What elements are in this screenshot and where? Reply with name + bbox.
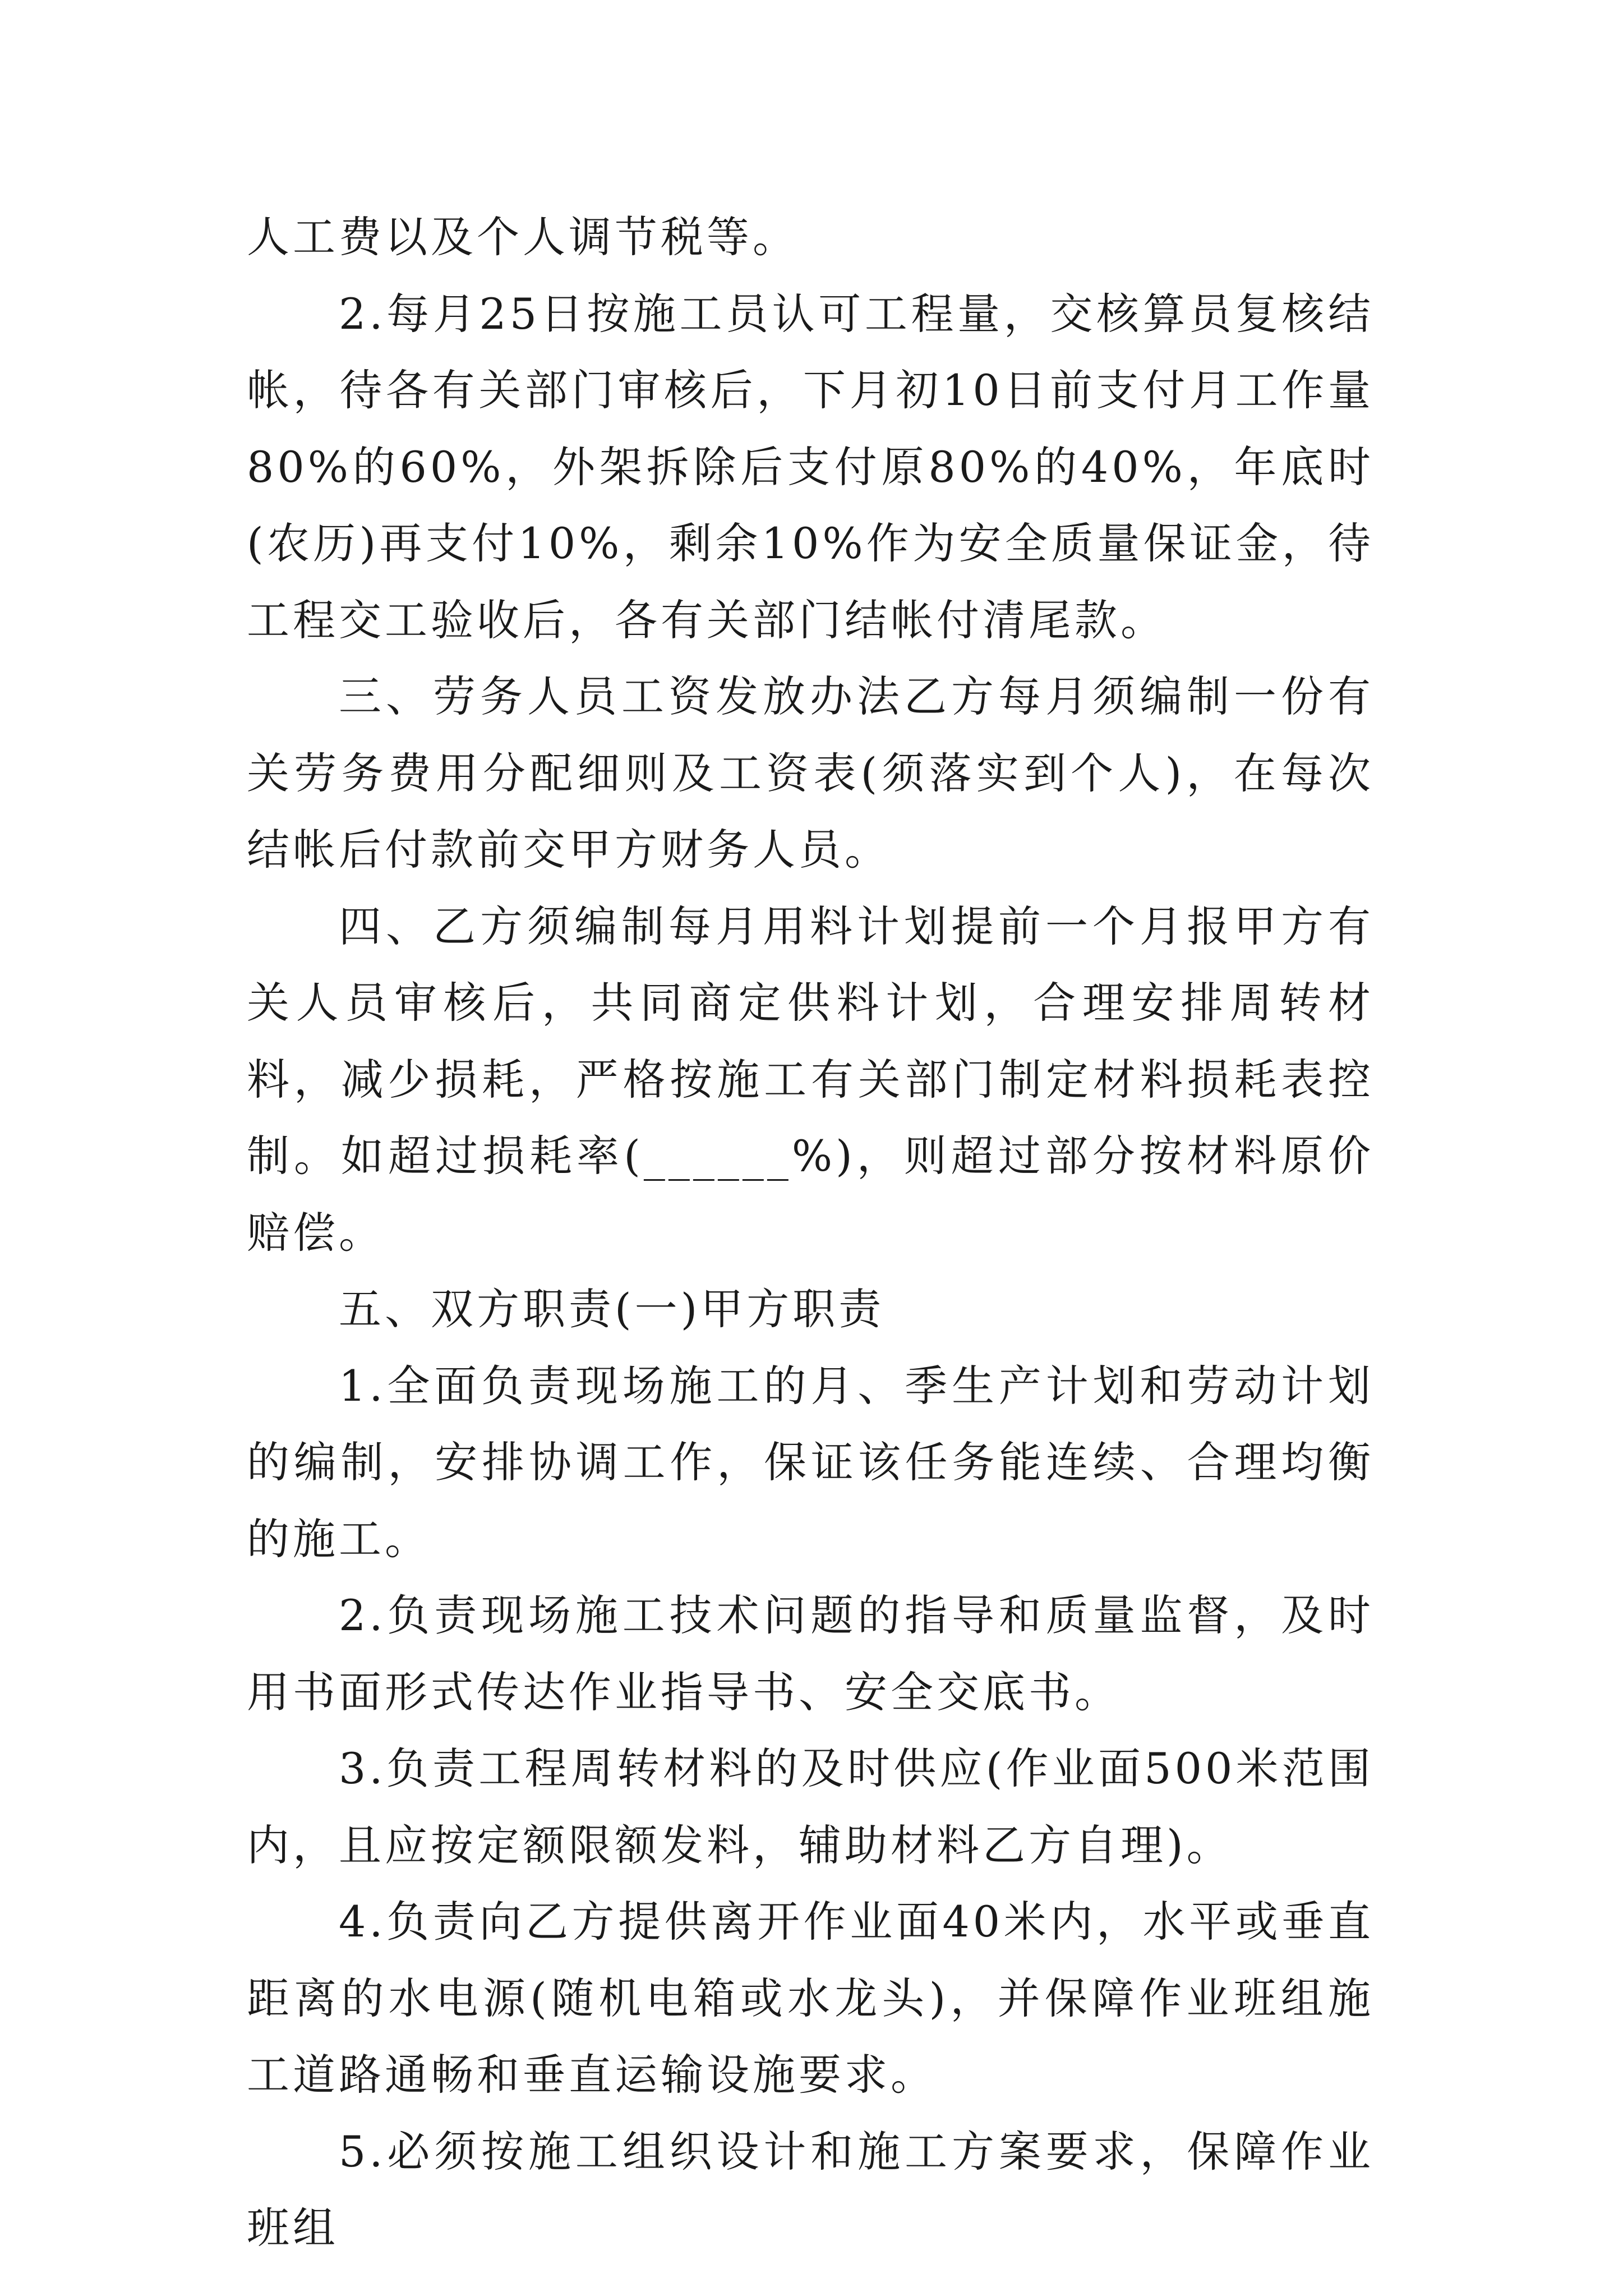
- paragraph-wage-payment: 三、劳务人员工资发放办法乙方每月须编制一份有关劳务费用分配细则及工资表(须落实到个人)，在每次结帐后付款前交甲方财务人员。: [247, 671, 1374, 875]
- paragraph-duty-1: 1.全面负责现场施工的月、季生产计划和劳动计划的编制，安排协调工作，保证该任务能连续、合理均衡的施工。: [247, 1360, 1374, 1564]
- paragraph-material-plan: 四、乙方须编制每月用料计划提前一个月报甲方有关人员审核后，共同商定供料计划，合理安排周转材料，减少损耗，严格按施工有关部门制定材料损耗表控制。如超过损耗率(______%)，则超过部分按材料原价赔偿。: [247, 901, 1374, 1258]
- paragraph-duty-5: 5.必须按施工组织设计和施工方案要求，保障作业班组: [247, 2126, 1374, 2253]
- paragraph-duty-4: 4.负责向乙方提供离开作业面40米内，水平或垂直距离的水电源(随机电箱或水龙头)，并保障作业班组施工道路通畅和垂直运输设施要求。: [247, 1897, 1374, 2100]
- paragraph-payment-schedule: 2.每月25日按施工员认可工程量，交核算员复核结帐，待各有关部门审核后，下月初10日前支付月工作量80%的60%，外架拆除后支付原80%的40%，年底时(农历)再支付10%，剩余10%作为安全质量保证金，待工程交工验收后，各有关部门结帐付清尾款。: [247, 288, 1374, 645]
- paragraph-continuation: 人工费以及个人调节税等。: [247, 212, 799, 262]
- paragraph-duty-3: 3.负责工程周转材料的及时供应(作业面500米范围内，且应按定额限额发料，辅助材料乙方自理)。: [247, 1743, 1374, 1870]
- paragraph-duty-2: 2.负责现场施工技术问题的指导和质量监督，及时用书面形式传达作业指导书、安全交底书。: [247, 1590, 1374, 1717]
- document-body: [247, 199, 1374, 2267]
- section-heading-duties: 五、双方职责(一)甲方职责: [339, 1284, 885, 1334]
